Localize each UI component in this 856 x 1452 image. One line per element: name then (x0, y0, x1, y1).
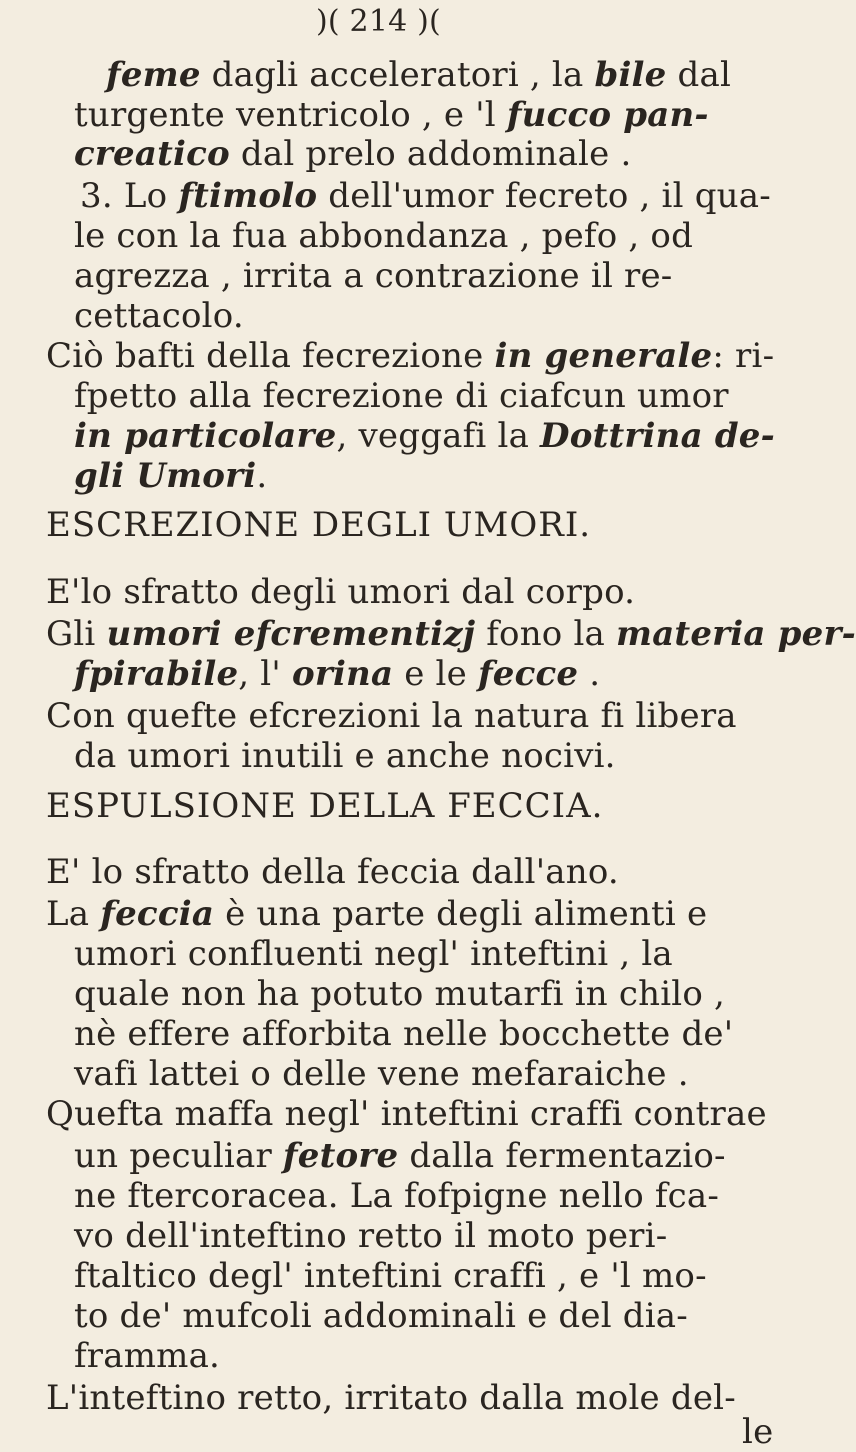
text-line (74, 95, 709, 135)
italic-term: bile (594, 55, 667, 95)
italic-term: materia per- (616, 614, 856, 654)
text-line (74, 934, 673, 974)
text-segment: to de' mufcoli addominali e del dia- (74, 1296, 688, 1336)
text-line (742, 1412, 773, 1452)
text-segment: fpetto alla fecrezione di ciafcun umor (74, 376, 729, 416)
text-segment: ESPULSIONE DELLA FECCIA. (46, 786, 604, 826)
text-line (74, 1014, 733, 1054)
text-segment: ne ftercoracea. La fofpigne nello fca- (74, 1176, 720, 1216)
text-segment: , l' (238, 654, 292, 694)
text-line (106, 55, 731, 95)
text-segment: vo dell'inteftino retto il moto peri- (74, 1216, 668, 1256)
text-line (74, 1296, 688, 1336)
italic-term: in generale (494, 336, 713, 376)
italic-term: fetore (282, 1136, 399, 1176)
italic-term: in particolare (74, 416, 337, 456)
text-segment: dal prelo addominale . (229, 134, 632, 174)
text-line (74, 256, 673, 296)
text-line (74, 416, 775, 456)
italic-term: fecce (477, 654, 579, 694)
text-segment: , veggafi la (336, 416, 541, 456)
text-segment: . (256, 456, 268, 496)
text-line (74, 1216, 667, 1256)
italic-term: fpirabile (74, 654, 239, 694)
text-segment: La (46, 894, 101, 934)
text-line (74, 1136, 726, 1176)
text-segment: E' lo sfratto della feccia dall'ano. (46, 852, 619, 892)
text-line (74, 974, 725, 1014)
text-line (74, 736, 616, 776)
text-segment: Gli (46, 614, 107, 654)
text-segment: quale non ha potuto mutarfi in chilo , (74, 974, 726, 1014)
text-segment: nè effere afforbita nelle bocchette de' (74, 1014, 734, 1054)
text-segment: fono la (475, 614, 617, 654)
text-segment: cettacolo. (74, 296, 244, 336)
text-line (74, 1054, 689, 1094)
text-line (46, 696, 737, 736)
text-segment: turgente ventricolo , e 'l (74, 95, 507, 135)
text-line (80, 176, 771, 216)
italic-term: creatico (74, 134, 230, 174)
text-segment: : ri- (712, 336, 775, 376)
text-segment: Ciò bafti della fecrezione (46, 336, 495, 376)
italic-term: Dottrina de- (540, 416, 775, 456)
text-segment: Con quefte efcrezioni la natura fi libera (46, 696, 737, 736)
text-segment: vafi lattei o delle vene mefaraiche . (74, 1054, 689, 1094)
text-line (74, 654, 600, 694)
text-segment: ftaltico degl' inteftini craffi , e 'l mo- (74, 1256, 707, 1296)
text-segment: dalla fermentazio- (398, 1136, 726, 1176)
section-heading (46, 786, 603, 826)
text-segment: 3. Lo (80, 176, 179, 216)
italic-term: feccia (100, 894, 215, 934)
text-line (74, 456, 267, 496)
text-segment: e le (393, 654, 478, 694)
text-segment: umori confluenti negl' inteftini , la (74, 934, 673, 974)
text-line (46, 852, 619, 892)
text-line (74, 1336, 220, 1376)
text-segment: framma. (74, 1336, 221, 1376)
italic-term: ftimolo (178, 176, 318, 216)
text-segment: le con la fua abbondanza , pefo , od (74, 216, 694, 256)
text-line (46, 336, 774, 376)
text-line (46, 1378, 736, 1418)
text-segment: agrezza , irrita a contrazione il re- (74, 256, 673, 296)
italic-term: feme (106, 55, 201, 95)
text-segment: E'lo sfratto degli umori dal corpo. (46, 572, 636, 612)
page-number: )( 214 )( (316, 4, 441, 39)
section-heading (46, 505, 591, 545)
text-line (46, 1094, 767, 1134)
text-line (74, 1176, 719, 1216)
text-line (74, 1256, 707, 1296)
text-line (74, 376, 729, 416)
text-segment: è una parte degli alimenti e (214, 894, 708, 934)
text-segment: da umori inutili e anche nocivi. (74, 736, 616, 776)
text-segment: L'inteftino retto, irritato dalla mole del- (46, 1378, 736, 1418)
text-segment: Quefta maffa negl' inteftini craffi contrae (46, 1094, 767, 1134)
text-segment: dell'umor fecreto , il qua- (317, 176, 771, 216)
text-line (74, 216, 693, 256)
italic-term: fucco pan- (506, 95, 709, 135)
text-line (46, 572, 635, 612)
italic-term: orina (291, 654, 394, 694)
text-segment: ESCREZIONE DEGLI UMORI. (46, 505, 592, 545)
text-segment: dagli acceleratori , la (200, 55, 595, 95)
text-segment: le (742, 1412, 774, 1452)
text-line (46, 614, 856, 654)
italic-term: umori efcrementizj (106, 614, 476, 654)
text-line (74, 296, 244, 336)
text-segment: . (578, 654, 601, 694)
text-segment: dal (666, 55, 732, 95)
text-line (46, 894, 707, 934)
text-line (74, 134, 631, 174)
text-segment: un peculiar (74, 1136, 283, 1176)
italic-term: gli Umori (74, 456, 257, 496)
